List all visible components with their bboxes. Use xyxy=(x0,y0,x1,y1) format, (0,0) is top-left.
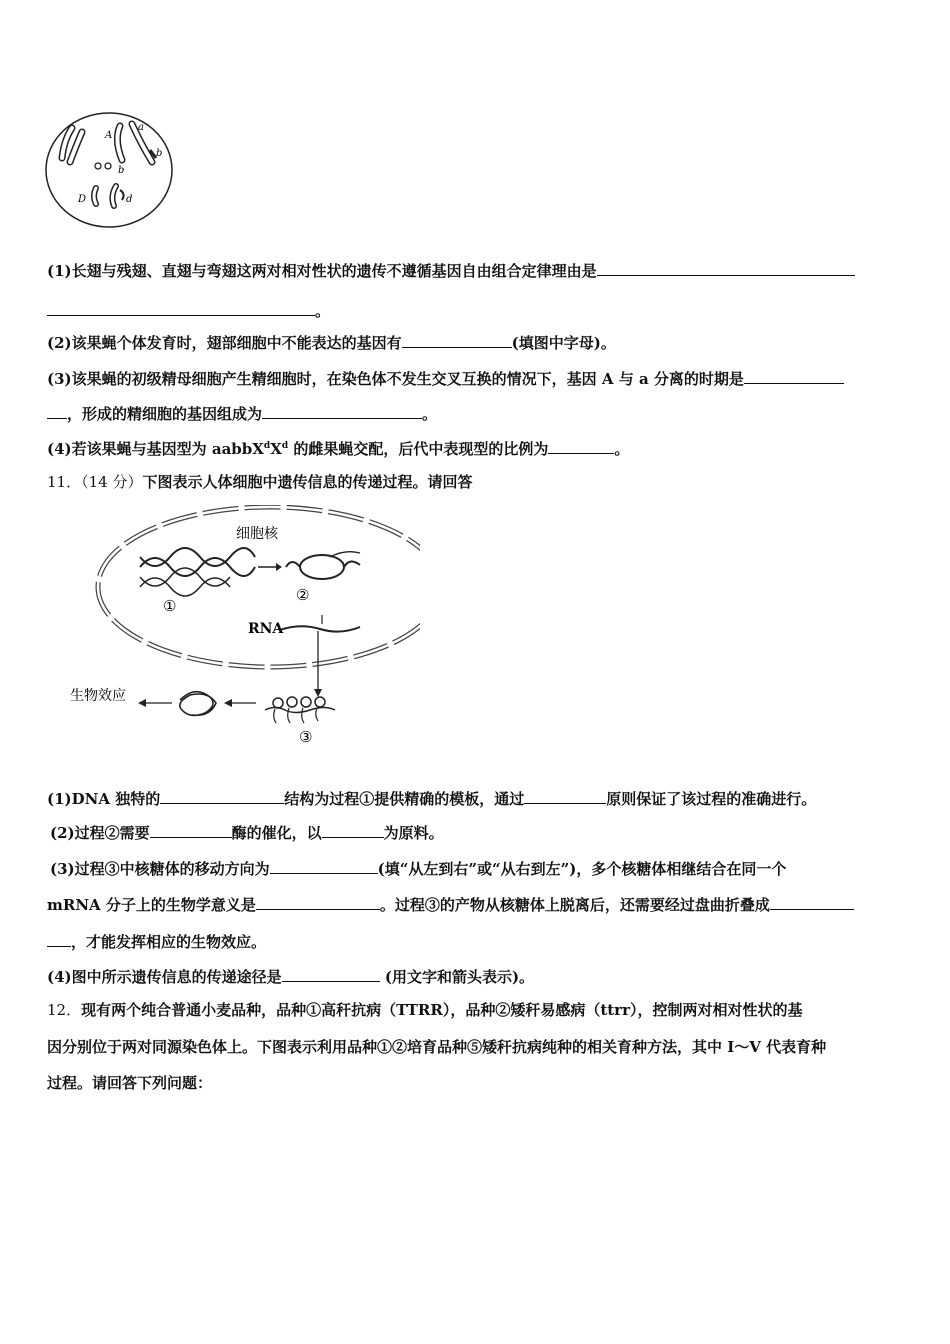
q11-part4: (4)图中所示遗传信息的传递途径是 (用文字和箭头表示)。 xyxy=(47,968,535,986)
rna-label: RNA xyxy=(248,621,284,637)
answer-blank[interactable] xyxy=(282,966,380,982)
q12-line1: 12．现有两个纯合普通小麦品种，品种①高秆抗病（TTRR），品种②矮秆易感病（ttrr），控制两对相对性状的基 xyxy=(47,1001,803,1019)
q12-line3: 过程。请回答下列问题： xyxy=(47,1074,213,1092)
label-A: A xyxy=(105,130,113,141)
q11-part3-line2: mRNA 分子上的生物学意义是 。过程③的产物从核糖体上脱离后，还需要经过盘曲折叠成 xyxy=(47,894,854,915)
answer-blank[interactable] xyxy=(47,403,67,419)
circle-2: ② xyxy=(296,586,310,604)
gene-expression-figure xyxy=(60,505,420,750)
q11-heading: 11．（14 分）下图表示人体细胞中遗传信息的传递过程。请回答 xyxy=(47,473,473,491)
circle-1: ① xyxy=(163,597,177,615)
answer-blank[interactable] xyxy=(322,822,384,838)
circle-3: ③ xyxy=(299,728,313,746)
label-b2: b xyxy=(118,165,125,176)
answer-blank[interactable] xyxy=(160,788,284,804)
q1-part1-line2: 。 xyxy=(47,300,330,321)
answer-blank[interactable] xyxy=(770,894,854,910)
answer-blank[interactable] xyxy=(256,894,380,910)
effect-label: 生物效应 xyxy=(70,688,126,704)
q1-part2: (2)该果蝇个体发育时，翅部细胞中不能表达的基因有 (填图中字母)。 xyxy=(47,334,616,352)
q11-part3-line3: ，才能发挥相应的生物效应。 xyxy=(47,931,266,952)
label-D: D xyxy=(78,194,87,205)
chromosome-figure xyxy=(42,110,176,232)
q11-part3: (3)过程③中核糖体的移动方向为 (填“从左到右”或“从右到左”)，多个核糖体相继结合在同一个 xyxy=(50,860,787,878)
label-a: a xyxy=(138,122,144,133)
answer-blank[interactable] xyxy=(597,260,855,276)
q12-line2: 因分别位于两对同源染色体上。下图表示利用品种①②培育品种⑤矮秆抗病纯种的相关育种方法，其中 I～V 代表育种 xyxy=(47,1038,827,1056)
nucleus-label: 细胞核 xyxy=(236,526,278,542)
answer-blank[interactable] xyxy=(744,368,844,384)
label-b1: b xyxy=(156,148,163,159)
q1-part1: (1)长翅与残翅、直翅与弯翅这两对相对性状的遗传不遵循基因自由组合定律理由是 xyxy=(47,260,855,281)
answer-blank[interactable] xyxy=(262,403,422,419)
answer-blank[interactable] xyxy=(47,300,315,316)
answer-blank[interactable] xyxy=(402,332,512,348)
answer-blank[interactable] xyxy=(150,822,232,838)
label-d: d xyxy=(126,194,133,205)
answer-blank[interactable] xyxy=(524,788,606,804)
q1-part3-line2: ，形成的精细胞的基因组成为 。 xyxy=(47,403,437,424)
answer-blank[interactable] xyxy=(270,858,378,874)
answer-blank[interactable] xyxy=(548,438,614,454)
q11-part2: (2)过程②需要 酶的催化，以 为原料。 xyxy=(50,824,444,842)
q11-part1: (1)DNA 独特的 结构为过程①提供精确的模板，通过 原则保证了该过程的准确进行。 xyxy=(47,790,817,808)
answer-blank[interactable] xyxy=(47,931,71,947)
q1-part3: (3)该果蝇的初级精母细胞产生精细胞时，在染色体不发生交叉互换的情况下，基因 A 与 a 分离的时期是 xyxy=(47,368,844,389)
q1-part4: (4)若该果蝇与基因型为 $aabbX^dX^d$ 的雌果蝇交配，后代中表现型的比例为 。 xyxy=(47,440,630,458)
